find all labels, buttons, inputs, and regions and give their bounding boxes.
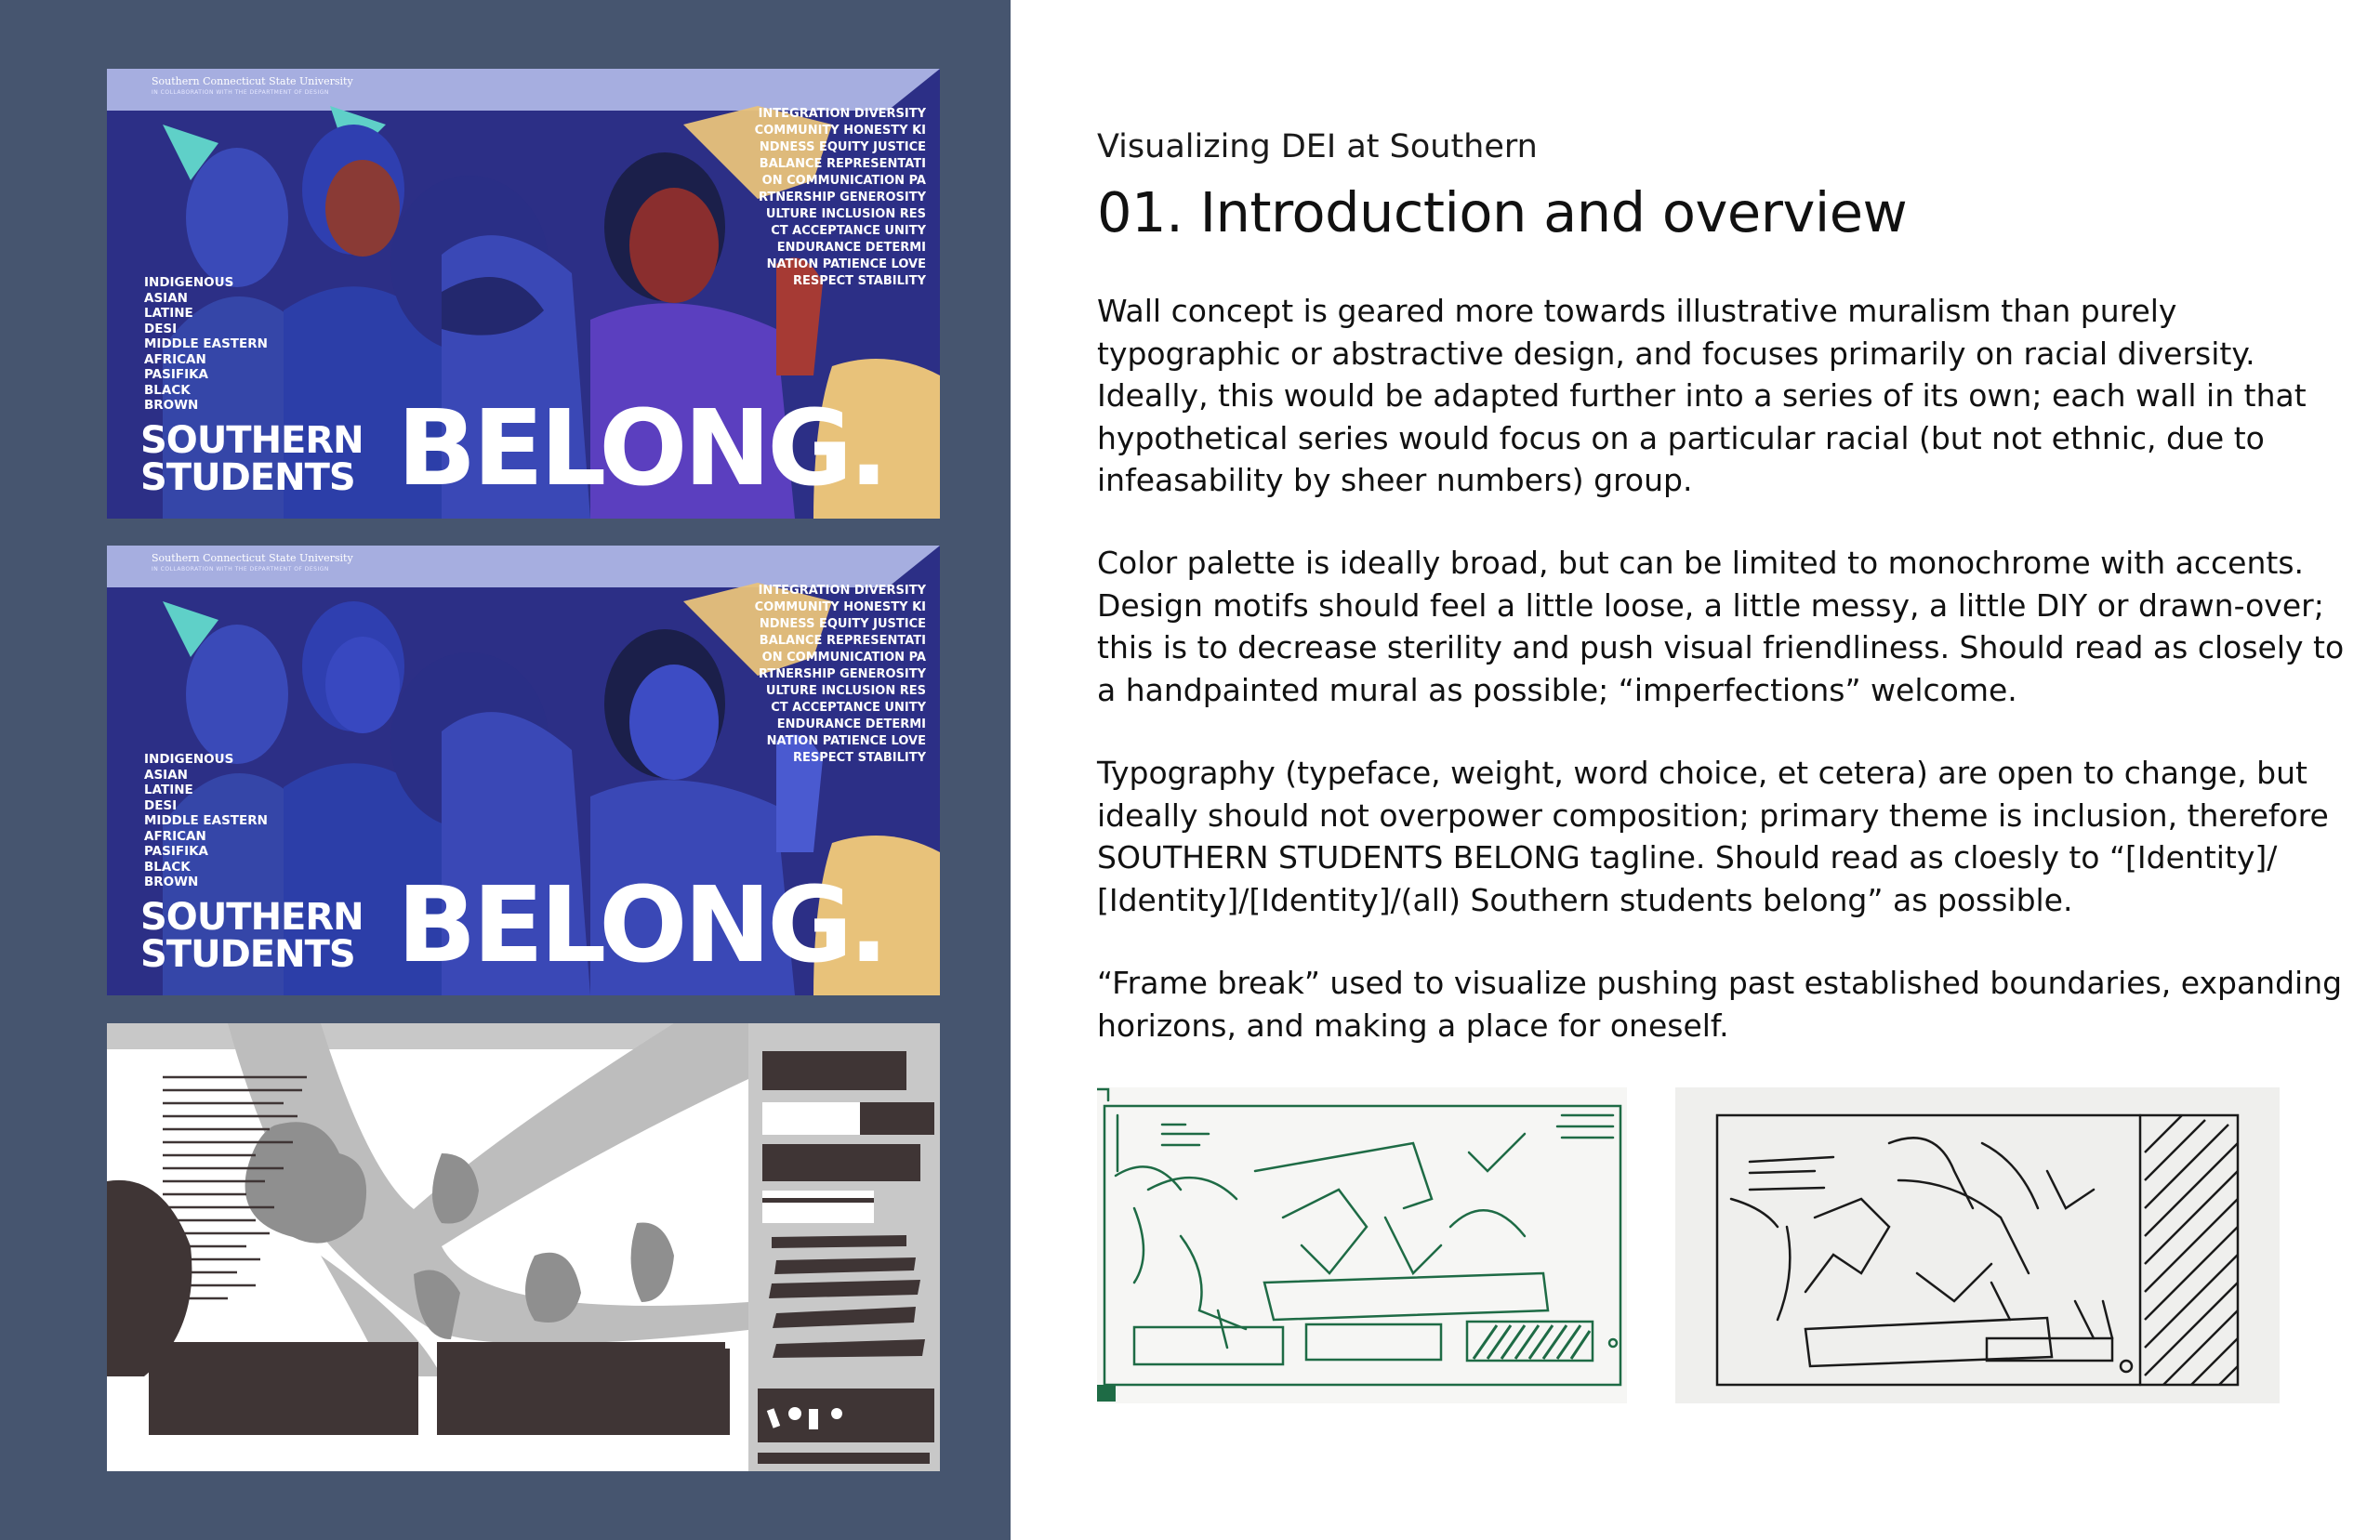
- paragraph-line: this is to decrease sterility and push visual friendliness. Should read as closely to: [1097, 629, 2345, 665]
- paragraph-line: Design motifs should feel a little loose, a little messy, a little DIY or drawn-over;: [1097, 586, 2324, 624]
- poster-values-block: [731, 106, 926, 290]
- poster-identity: AFRICAN: [144, 828, 206, 844]
- paragraph-color-palette: [1097, 542, 2352, 711]
- poster-identity: DESI: [144, 321, 178, 336]
- paragraph-line: “Frame break” used to visualize pushing past established boundaries, expanding: [1097, 965, 2343, 1001]
- paragraph-line: hypothetical series would focus on a particular racial (but not ethnic, due to: [1097, 419, 2265, 456]
- poster-identity: MIDDLE EASTERN: [144, 336, 268, 351]
- paragraph-wall-concept: [1097, 290, 2352, 502]
- sketch-black: [1675, 1087, 2280, 1403]
- poster-values-line: ON COMMUNICATION PA: [761, 174, 926, 188]
- poster-values-block: [731, 583, 926, 767]
- poster-values-line: COMMUNITY HONESTY KI: [754, 124, 926, 138]
- poster-tagline-belong: BELONG.: [397, 388, 885, 509]
- poster-identity: ASIAN: [144, 767, 188, 783]
- poster-identities-list: [144, 752, 268, 890]
- paragraph-frame-break: [1097, 962, 2352, 1046]
- poster-identity: LATINE: [144, 783, 193, 797]
- poster-tagline-southern: SOUTHERN: [140, 896, 364, 939]
- poster-values-line: RTNERSHIP GENEROSITY: [758, 667, 926, 681]
- poster-values-line: CT ACCEPTANCE UNITY: [771, 224, 926, 238]
- paragraph-line: SOUTHERN STUDENTS BELONG tagline. Should read as cloesly to “[Identity]/: [1097, 839, 2278, 875]
- poster-identity: LATINE: [144, 306, 193, 321]
- poster-tagline-students: STUDENTS: [140, 933, 355, 976]
- poster-university-name: Southern Connecticut State University: [152, 75, 353, 87]
- poster-identities-list: [144, 275, 268, 414]
- sketch-black-art: [1675, 1087, 2280, 1403]
- poster-identity: INDIGENOUS: [144, 275, 234, 290]
- paragraph-line: infeasability by sheer numbers) group.: [1097, 462, 1693, 498]
- poster-values-line: BALANCE REPRESENTATI: [759, 634, 926, 648]
- paragraph-line: [Identity]/[Identity]/(all) Southern students belong” as possible.: [1097, 881, 2073, 918]
- poster-identity: PASIFIKA: [144, 844, 209, 859]
- poster-values-line: NATION PATIENCE LOVE: [766, 257, 926, 271]
- poster-identity: INDIGENOUS: [144, 752, 234, 767]
- sketch-green-art: [1097, 1087, 1627, 1403]
- wireframe-art: [107, 1023, 940, 1471]
- poster-identity: ASIAN: [144, 290, 188, 306]
- paragraph-typography: [1097, 752, 2352, 921]
- wireframe-mockup: [107, 1023, 940, 1471]
- poster-values-line: NDNESS EQUITY JUSTICE: [759, 617, 926, 631]
- paragraph-line: Typography (typeface, weight, word choice, et cetera) are open to change, but: [1097, 755, 2307, 791]
- poster-university-subtitle: IN COLLABORATION WITH THE DEPARTMENT OF DESIGN: [152, 89, 329, 96]
- poster-identity: AFRICAN: [144, 351, 206, 367]
- paragraph-line: horizons, and making a place for oneself.: [1097, 1007, 1729, 1044]
- poster-identity: BROWN: [144, 398, 199, 413]
- paragraph-line: ideally should not overpower composition; primary theme is inclusion, therefore: [1097, 796, 2329, 834]
- poster-color: [107, 69, 940, 519]
- poster-identity: BLACK: [144, 859, 191, 875]
- poster-identity: DESI: [144, 797, 178, 813]
- page-subtitle: Visualizing DEI at Southern: [1097, 128, 1538, 165]
- poster-tagline-students: STUDENTS: [140, 456, 355, 499]
- poster-tagline-belong: BELONG.: [397, 865, 885, 986]
- poster-university-name: Southern Connecticut State University: [152, 552, 353, 564]
- poster-tagline-small: [140, 896, 364, 976]
- poster-values-line: INTEGRATION DIVERSITY: [758, 107, 926, 121]
- poster-values-line: RTNERSHIP GENEROSITY: [758, 191, 926, 204]
- poster-values-line: RESPECT STABILITY: [792, 274, 926, 288]
- poster-values-line: ULTURE INCLUSION RES: [765, 684, 926, 698]
- poster-identity: BLACK: [144, 382, 191, 398]
- paragraph-line: a handpainted mural as possible; “imperfections” welcome.: [1097, 671, 2017, 708]
- paragraph-line: typographic or abstractive design, and focuses primarily on racial diversity.: [1097, 335, 2255, 372]
- poster-tagline-small: [140, 419, 364, 499]
- poster-values-line: NDNESS EQUITY JUSTICE: [759, 140, 926, 154]
- poster-identity: BROWN: [144, 875, 199, 889]
- poster-values-line: RESPECT STABILITY: [792, 751, 926, 765]
- poster-tagline-southern: SOUTHERN: [140, 419, 364, 462]
- poster-values-line: CT ACCEPTANCE UNITY: [771, 701, 926, 715]
- poster-university-subtitle: IN COLLABORATION WITH THE DEPARTMENT OF DESIGN: [152, 566, 329, 573]
- poster-values-line: BALANCE REPRESENTATI: [759, 157, 926, 171]
- poster-values-line: ENDURANCE DETERMI: [776, 717, 926, 731]
- poster-identity: MIDDLE EASTERN: [144, 813, 268, 828]
- paragraph-line: Wall concept is geared more towards illustrative muralism than purely: [1097, 293, 2177, 329]
- poster-values-line: ON COMMUNICATION PA: [761, 651, 926, 665]
- poster-values-line: ENDURANCE DETERMI: [776, 241, 926, 255]
- poster-monochrome: [107, 546, 940, 995]
- paragraph-line: Color palette is ideally broad, but can be limited to monochrome with accents.: [1097, 545, 2305, 581]
- sketch-green: [1097, 1087, 1627, 1403]
- poster-values-line: COMMUNITY HONESTY KI: [754, 600, 926, 614]
- page-title: 01. Introduction and overview: [1097, 180, 1908, 244]
- poster-values-line: INTEGRATION DIVERSITY: [758, 584, 926, 598]
- paragraph-line: Ideally, this would be adapted further into a series of its own; each wall in that: [1097, 377, 2307, 414]
- poster-values-line: NATION PATIENCE LOVE: [766, 734, 926, 748]
- poster-identity: PASIFIKA: [144, 367, 209, 382]
- poster-values-line: ULTURE INCLUSION RES: [765, 207, 926, 221]
